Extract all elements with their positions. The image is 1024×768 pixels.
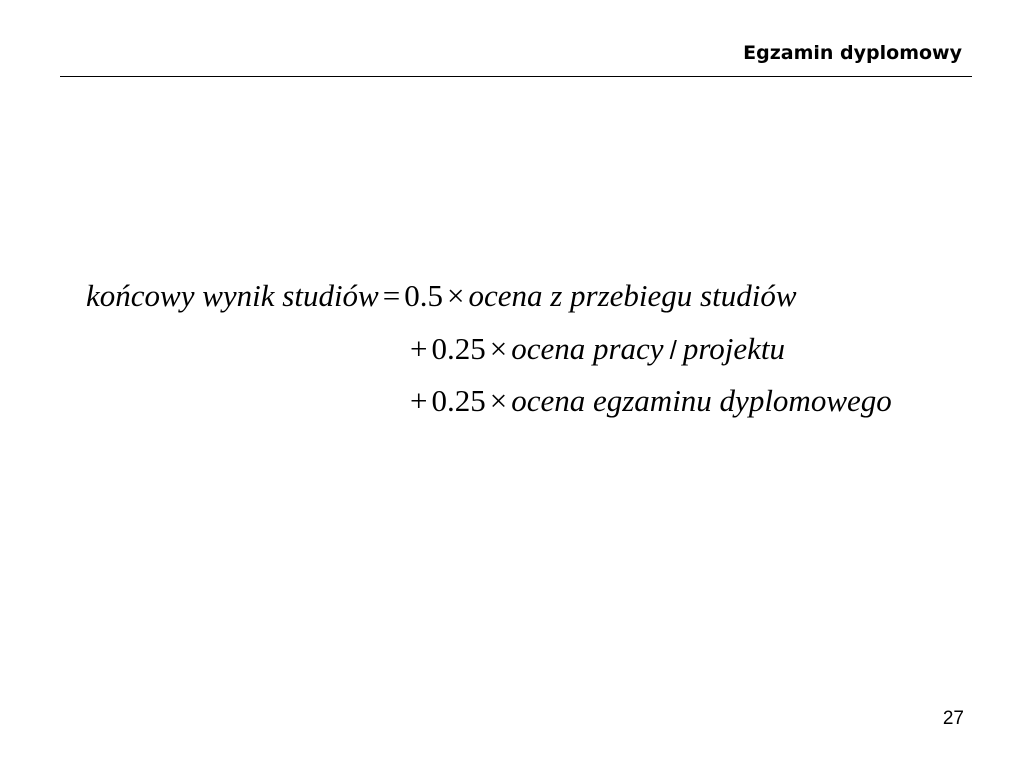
formula-lhs: końcowy wynik studiów <box>86 278 379 313</box>
times-sign: × <box>489 383 508 418</box>
times-sign: × <box>446 278 465 313</box>
times-sign: × <box>489 331 508 366</box>
coefficient: 0.25 <box>431 331 486 366</box>
equals-sign: = <box>382 278 401 313</box>
formula-term: ocena pracy <box>511 331 664 366</box>
slash-sign: / <box>669 335 677 365</box>
formula-line-3 <box>406 385 892 416</box>
formula-term: ocena egzaminu dyplomowego <box>511 383 892 418</box>
formula-term: ocena z przebiegu studiów <box>468 278 797 313</box>
plus-sign: + <box>410 331 428 366</box>
coefficient: 0.5 <box>404 278 443 313</box>
plus-sign: + <box>410 383 428 418</box>
page-number: 27 <box>942 708 964 729</box>
coefficient: 0.25 <box>431 383 486 418</box>
formula-line-1 <box>86 280 797 311</box>
formula-line-2 <box>406 333 785 364</box>
title-divider <box>60 76 972 77</box>
formula-term: projektu <box>682 331 785 366</box>
slide-title: Egzamin dyplomowy <box>743 42 962 64</box>
